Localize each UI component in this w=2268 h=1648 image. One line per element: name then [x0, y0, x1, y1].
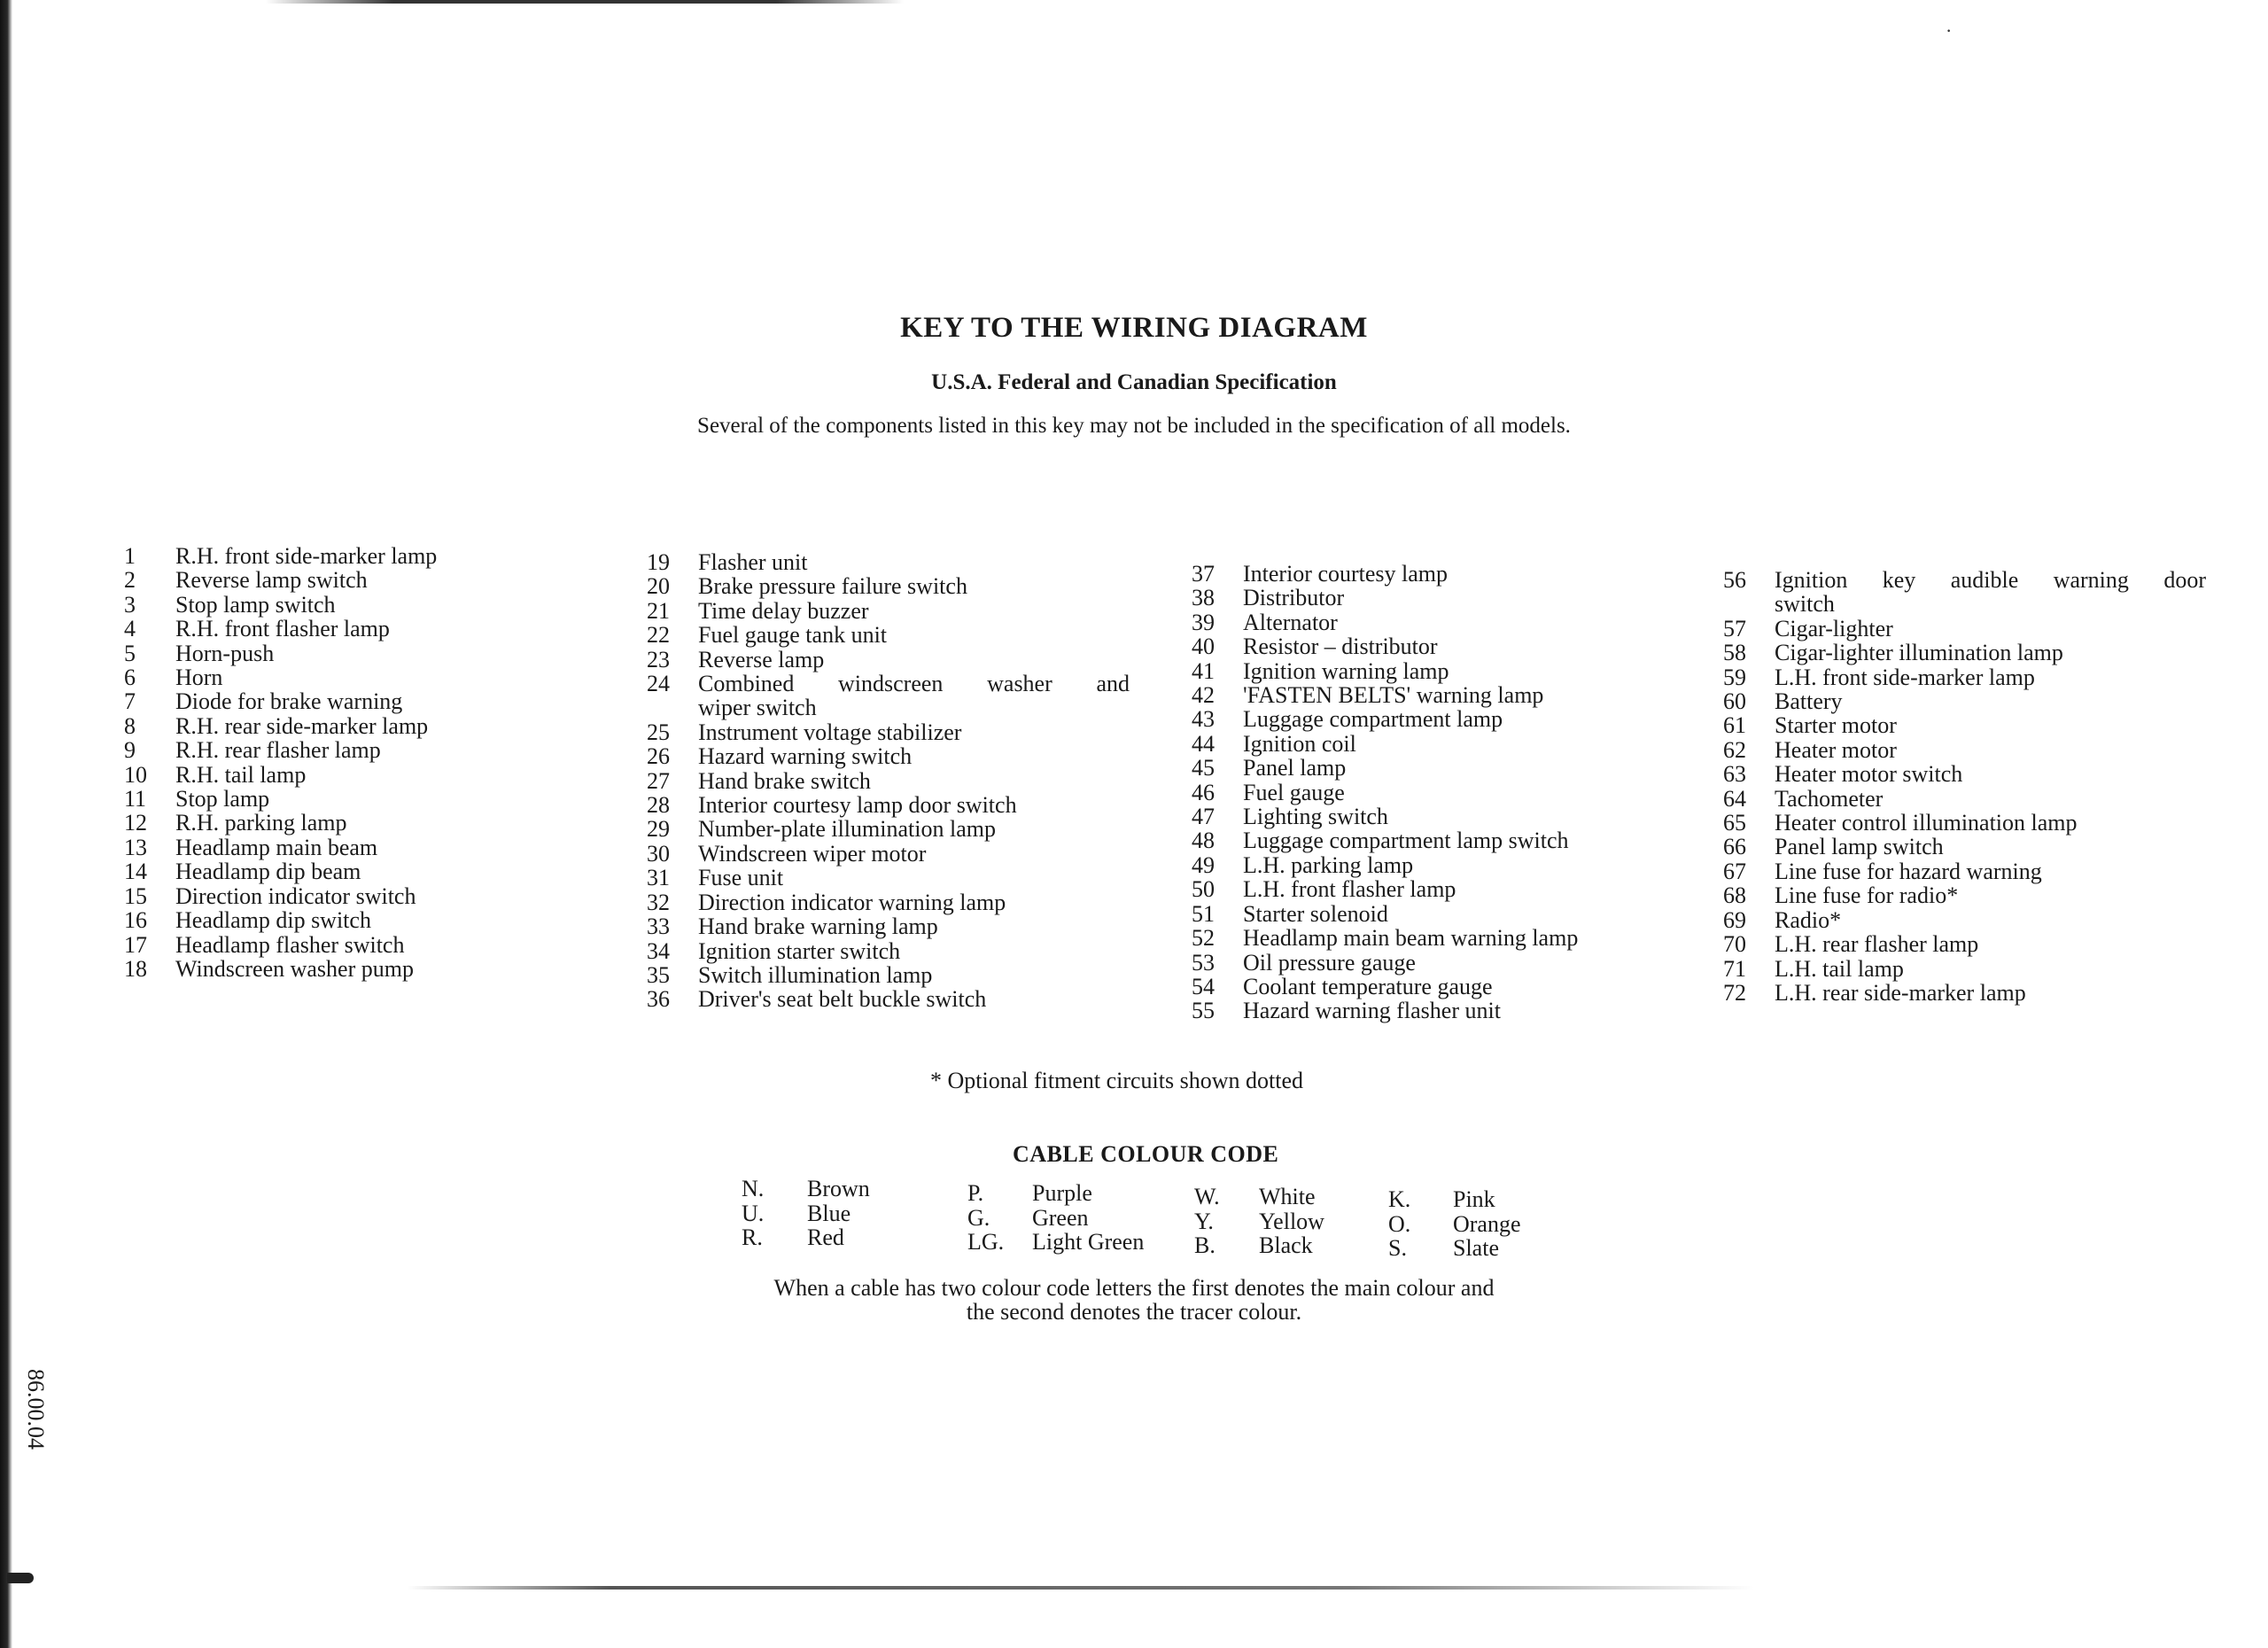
colour-name: Red [807, 1224, 844, 1250]
key-item [1723, 689, 2206, 713]
key-item-number: 40 [1192, 634, 1215, 660]
key-item-label: Direction indicator warning lamp [698, 889, 1006, 915]
specification-note: Several of the components listed in this key may not be included in the specification of all models. [697, 414, 1571, 438]
key-item-label: L.H. front flasher lamp [1243, 876, 1456, 903]
key-item-number: 28 [647, 792, 670, 819]
key-item [1723, 811, 2206, 835]
key-item [1192, 877, 1666, 901]
key-item-label: Line fuse for hazard warning [1775, 858, 2042, 884]
key-item-label: L.H. front side-marker lamp [1775, 664, 2035, 690]
key-item [124, 884, 540, 908]
key-item-number: 67 [1723, 858, 1746, 884]
key-item [124, 641, 540, 665]
page-title: KEY TO THE WIRING DIAGRAM [900, 312, 1368, 344]
key-item [1192, 586, 1666, 610]
key-item-number: 70 [1723, 931, 1746, 958]
key-item-number: 25 [647, 719, 670, 745]
key-item-label: Brake pressure failure switch [698, 573, 967, 600]
colour-code-letter: K. [1388, 1186, 1411, 1212]
key-item-number: 35 [647, 961, 670, 988]
key-item-label: Line fuse for radio* [1775, 882, 1959, 909]
key-item-label: Number-plate illumination lamp [698, 816, 996, 843]
key-item-label: R.H. front flasher lamp [175, 616, 390, 642]
key-item-label: Ignition key audible warning door [1775, 567, 2206, 593]
key-item-label: Luggage compartment lamp switch [1243, 828, 1569, 854]
key-item-number: 14 [124, 859, 147, 885]
key-item-label: Interior courtesy lamp door switch [698, 792, 1017, 819]
key-item-label: Hand brake switch [698, 767, 871, 794]
key-item-number: 31 [647, 865, 670, 891]
key-item [124, 859, 540, 883]
key-item-number: 44 [1192, 730, 1215, 757]
key-item [1723, 859, 2206, 883]
key-item-label: Hazard warning flasher unit [1243, 998, 1501, 1024]
colour-code-row [1194, 1233, 1324, 1258]
key-item [124, 714, 540, 738]
key-item [1723, 835, 2206, 859]
key-item [1192, 610, 1666, 634]
key-item-number: 4 [124, 616, 136, 642]
key-item [124, 811, 540, 835]
key-item [1723, 738, 2206, 762]
colour-code-row [967, 1206, 1144, 1231]
key-item-number: 68 [1723, 882, 1746, 909]
key-item-label: Headlamp dip beam [175, 859, 361, 885]
key-item [1723, 617, 2206, 641]
key-item-number: 60 [1723, 688, 1746, 715]
key-item-label: Time delay buzzer [698, 597, 869, 624]
colour-code-row [1388, 1212, 1521, 1237]
key-item-number: 6 [124, 665, 136, 691]
colour-code-letter: B. [1194, 1232, 1216, 1258]
key-item-number: 29 [647, 816, 670, 843]
key-item-label: Fuse unit [698, 865, 784, 891]
cable-note-line-1: When a cable has two colour code letters the first denotes the main colour and [773, 1275, 1495, 1301]
key-item-label: L.H. tail lamp [1775, 955, 1904, 982]
key-item [647, 550, 1130, 574]
key-item [1192, 902, 1666, 926]
cable-colour-note [691, 1276, 1577, 1324]
key-item-number: 41 [1192, 657, 1215, 684]
key-item-number: 34 [647, 937, 670, 964]
key-item-label: R.H. rear flasher lamp [175, 737, 381, 764]
key-item-number: 21 [647, 597, 670, 624]
key-item-label: Instrument voltage stabilizer [698, 719, 962, 745]
colour-name: White [1259, 1184, 1316, 1209]
key-item [647, 890, 1130, 914]
key-item-label: Lighting switch [1243, 804, 1388, 830]
scan-mark [7, 1573, 34, 1583]
key-item [124, 836, 540, 859]
colour-name: Yellow [1259, 1208, 1324, 1234]
key-item-number: 45 [1192, 755, 1215, 781]
scan-edge [0, 0, 12, 1648]
key-item-number: 17 [124, 931, 147, 958]
key-item-number: 52 [1192, 925, 1215, 952]
key-item-number: 58 [1723, 640, 1746, 666]
key-item [124, 933, 540, 957]
key-item [1723, 665, 2206, 689]
key-item-number: 56 [1723, 567, 1746, 593]
key-item-label: Cigar-lighter [1775, 615, 1893, 641]
key-item-number: 69 [1723, 906, 1746, 933]
key-item-number: 8 [124, 712, 136, 739]
key-item-number: 63 [1723, 761, 1746, 788]
page-number: 86.00.04 [23, 1369, 49, 1450]
optional-fitment-note: * Optional fitment circuits shown dotted [930, 1068, 1303, 1093]
key-item-number: 19 [647, 549, 670, 575]
key-item-label: Radio* [1775, 906, 1842, 933]
key-item-label: Hand brake warning lamp [698, 913, 938, 940]
key-item [1192, 756, 1666, 780]
key-item-number: 65 [1723, 810, 1746, 836]
colour-code-row [1194, 1185, 1324, 1209]
key-item [1192, 926, 1666, 950]
key-item-number: 10 [124, 761, 147, 788]
key-item-number: 24 [647, 671, 670, 697]
colour-code-letter: W. [1194, 1184, 1220, 1209]
key-item-label: Luggage compartment lamp [1243, 706, 1503, 733]
key-item-number: 53 [1192, 949, 1215, 976]
key-item [124, 957, 540, 981]
key-item-number: 38 [1192, 585, 1215, 611]
key-item-label: Headlamp main beam [175, 834, 378, 860]
key-item-number: 39 [1192, 609, 1215, 635]
key-item [1192, 683, 1666, 707]
key-item [124, 908, 540, 932]
key-item-label: Flasher unit [698, 549, 808, 575]
key-item-number: 30 [647, 840, 670, 867]
key-item-number: 27 [647, 767, 670, 794]
key-item-label: Headlamp flasher switch [175, 931, 405, 958]
key-item [1192, 562, 1666, 586]
key-item-number: 43 [1192, 706, 1215, 733]
colour-name: Pink [1453, 1186, 1495, 1212]
key-item [647, 599, 1130, 623]
key-item [647, 914, 1130, 938]
key-item [647, 623, 1130, 647]
key-item-label: Reverse lamp [698, 646, 825, 672]
key-item-label-continued: switch [1775, 591, 1835, 618]
colour-name: Brown [807, 1176, 870, 1201]
key-item-label: Windscreen wiper motor [698, 840, 927, 867]
key-item [124, 738, 540, 762]
key-item [647, 987, 1130, 1011]
colour-code-row [742, 1177, 870, 1201]
key-item-label: R.H. front side-marker lamp [175, 543, 438, 569]
key-item-label: Battery [1775, 688, 1843, 715]
key-item-number: 54 [1192, 973, 1215, 999]
key-item [647, 574, 1130, 598]
key-item [647, 866, 1130, 890]
key-item-label: R.H. parking lamp [175, 810, 347, 836]
colour-code-row [1388, 1236, 1521, 1261]
key-item-label: Tachometer [1775, 785, 1884, 812]
key-item-number: 12 [124, 810, 147, 836]
key-item-number: 18 [124, 955, 147, 982]
key-item-label: Direction indicator switch [175, 882, 416, 909]
scan-line-top [266, 0, 904, 4]
colour-name: Green [1032, 1204, 1089, 1231]
colour-code-letter: U. [742, 1200, 765, 1226]
key-item-label: Oil pressure gauge [1243, 949, 1416, 976]
colour-name: Slate [1453, 1235, 1499, 1261]
key-item-number: 26 [647, 743, 670, 770]
page-subtitle: U.S.A. Federal and Canadian Specification [931, 370, 1337, 394]
key-column-3 [1192, 562, 1666, 1023]
key-item [124, 787, 540, 811]
key-item-label: Resistor – distributor [1243, 634, 1438, 660]
key-item-label: Interior courtesy lamp [1243, 561, 1449, 587]
key-item [647, 720, 1130, 744]
key-item-number: 49 [1192, 851, 1215, 878]
key-item-label: Fuel gauge tank unit [698, 622, 888, 649]
key-item-label: Ignition starter switch [698, 937, 901, 964]
key-item-label: Distributor [1243, 585, 1345, 611]
key-item-number: 3 [124, 591, 136, 618]
key-item-label: Stop lamp [175, 786, 270, 812]
key-item-number: 59 [1723, 664, 1746, 690]
key-item-label: Starter solenoid [1243, 900, 1388, 927]
colour-code-letter: N. [742, 1176, 765, 1201]
key-item-label: Cigar-lighter illumination lamp [1775, 640, 2063, 666]
key-item-number: 15 [124, 882, 147, 909]
key-item [1192, 951, 1666, 975]
colour-code-letter: S. [1388, 1235, 1407, 1261]
colour-name: Orange [1453, 1210, 1521, 1237]
key-item-label: Horn-push [175, 640, 275, 666]
key-item-label: Ignition warning lamp [1243, 657, 1449, 684]
key-item [1192, 805, 1666, 828]
key-item [1723, 908, 2206, 932]
key-item-label: Horn [175, 665, 223, 691]
colour-name: Light Green [1032, 1229, 1145, 1255]
key-item-label: Heater motor [1775, 736, 1897, 763]
key-item-label: Ignition coil [1243, 730, 1356, 757]
cable-note-line-2: the second denotes the tracer colour. [966, 1299, 1302, 1325]
key-item [1192, 828, 1666, 852]
colour-code-letter: R. [742, 1224, 763, 1250]
key-item-label: Alternator [1243, 609, 1338, 635]
colour-code-letter: Y. [1194, 1208, 1214, 1234]
key-item-label: Heater motor switch [1775, 761, 1963, 788]
key-item-number: 20 [647, 573, 670, 600]
key-item-number: 2 [124, 567, 136, 594]
colour-code-column-2 [967, 1181, 1144, 1255]
key-item-number: 50 [1192, 876, 1215, 903]
key-item-number: 37 [1192, 561, 1215, 587]
key-item [124, 544, 540, 568]
colour-code-letter: G. [967, 1204, 990, 1231]
key-item-label: R.H. rear side-marker lamp [175, 712, 429, 739]
key-item [647, 939, 1130, 963]
key-item-label: Diode for brake warning [175, 688, 403, 715]
key-item [647, 963, 1130, 987]
key-item [124, 617, 540, 641]
key-item [1192, 975, 1666, 999]
colour-code-row [1388, 1187, 1521, 1212]
key-item-number: 36 [647, 986, 670, 1013]
key-item-number: 46 [1192, 779, 1215, 805]
colour-code-row [1194, 1209, 1324, 1234]
scan-line-bottom [408, 1586, 1754, 1590]
key-item [1723, 641, 2206, 665]
key-item [647, 769, 1130, 793]
colour-code-row [742, 1201, 870, 1226]
key-item [1723, 932, 2206, 956]
key-item [1723, 957, 2206, 981]
key-item-number: 23 [647, 646, 670, 672]
key-item-number: 47 [1192, 804, 1215, 830]
key-item [1192, 853, 1666, 877]
key-item [124, 763, 540, 787]
colour-name: Purple [1032, 1180, 1092, 1206]
key-item-number: 48 [1192, 828, 1215, 854]
key-item [647, 648, 1130, 672]
key-item-label: Panel lamp [1243, 755, 1347, 781]
colour-code-letter: O. [1388, 1210, 1411, 1237]
key-item-number: 11 [124, 786, 147, 812]
key-item-number: 72 [1723, 979, 1746, 1006]
key-item-number: 66 [1723, 834, 1746, 860]
key-item-number: 55 [1192, 998, 1215, 1024]
key-item-number: 62 [1723, 736, 1746, 763]
key-item-label: Headlamp dip switch [175, 907, 371, 934]
key-item-label: Coolant temperature gauge [1243, 973, 1493, 999]
key-item-label: Panel lamp switch [1775, 834, 1944, 860]
key-item [124, 665, 540, 689]
key-item-label: R.H. tail lamp [175, 761, 307, 788]
key-item-label: Windscreen washer pump [175, 955, 414, 982]
key-item [1723, 762, 2206, 786]
key-item-label: L.H. parking lamp [1243, 851, 1414, 878]
key-item-label: Combined windscreen washer and [698, 671, 1130, 697]
key-item-label: Fuel gauge [1243, 779, 1345, 805]
key-item-number: 71 [1723, 955, 1746, 982]
key-item-label: Driver's seat belt buckle switch [698, 986, 987, 1013]
colour-code-column-4 [1388, 1187, 1521, 1261]
key-item-label: 'FASTEN BELTS' warning lamp [1243, 682, 1544, 709]
colour-code-letter: LG. [967, 1229, 1005, 1255]
key-item-label: L.H. rear side-marker lamp [1775, 979, 2026, 1006]
colour-code-letter: P. [967, 1180, 984, 1206]
key-item [124, 568, 540, 592]
colour-name: Blue [807, 1200, 851, 1226]
cable-colour-code-title: CABLE COLOUR CODE [1013, 1141, 1279, 1167]
key-item [124, 593, 540, 617]
key-item [647, 842, 1130, 866]
key-item-number: 7 [124, 688, 136, 715]
key-item-number: 64 [1723, 785, 1746, 812]
colour-code-row [742, 1225, 870, 1250]
key-item [647, 793, 1130, 817]
key-column-2 [647, 550, 1130, 1012]
key-item-label: Switch illumination lamp [698, 961, 933, 988]
colour-code-column-3 [1194, 1185, 1324, 1258]
key-item-number: 42 [1192, 682, 1215, 709]
key-item [1723, 787, 2206, 811]
key-item-label: Starter motor [1775, 712, 1897, 739]
key-column-1 [124, 544, 540, 981]
key-column-4 [1723, 568, 2206, 1005]
key-item [1192, 659, 1666, 683]
key-item [1723, 713, 2206, 737]
colour-name: Black [1259, 1232, 1313, 1258]
key-item [1192, 634, 1666, 658]
key-item [1192, 999, 1666, 1022]
key-item-label: L.H. rear flasher lamp [1775, 931, 1979, 958]
colour-code-column-1 [742, 1177, 870, 1250]
key-item [1192, 732, 1666, 756]
key-item-number: 32 [647, 889, 670, 915]
key-item-number: 51 [1192, 900, 1215, 927]
key-item [1723, 568, 2206, 592]
key-item [124, 689, 540, 713]
key-item-number: 33 [647, 913, 670, 940]
colour-code-row [967, 1230, 1144, 1255]
corner-smudge: · [1946, 19, 1953, 42]
key-item-label: Headlamp main beam warning lamp [1243, 925, 1579, 952]
key-item [1723, 883, 2206, 907]
key-item-number: 1 [124, 543, 136, 569]
key-item [647, 672, 1130, 696]
key-item-number: 57 [1723, 615, 1746, 641]
key-item [1192, 707, 1666, 731]
key-item-number: 5 [124, 640, 136, 666]
key-item-number: 61 [1723, 712, 1746, 739]
key-item [647, 744, 1130, 768]
key-item-number: 13 [124, 834, 147, 860]
key-item-label: Stop lamp switch [175, 591, 336, 618]
key-item-label: Heater control illumination lamp [1775, 810, 2078, 836]
key-item [1192, 781, 1666, 805]
key-item-number: 9 [124, 737, 136, 764]
key-item-number: 22 [647, 622, 670, 649]
key-item [647, 817, 1130, 841]
key-item-label-continued: wiper switch [698, 695, 817, 721]
key-item-label: Reverse lamp switch [175, 567, 368, 594]
key-item [1723, 981, 2206, 1005]
key-item-number: 16 [124, 907, 147, 934]
colour-code-row [967, 1181, 1144, 1206]
key-item-label: Hazard warning switch [698, 743, 913, 770]
